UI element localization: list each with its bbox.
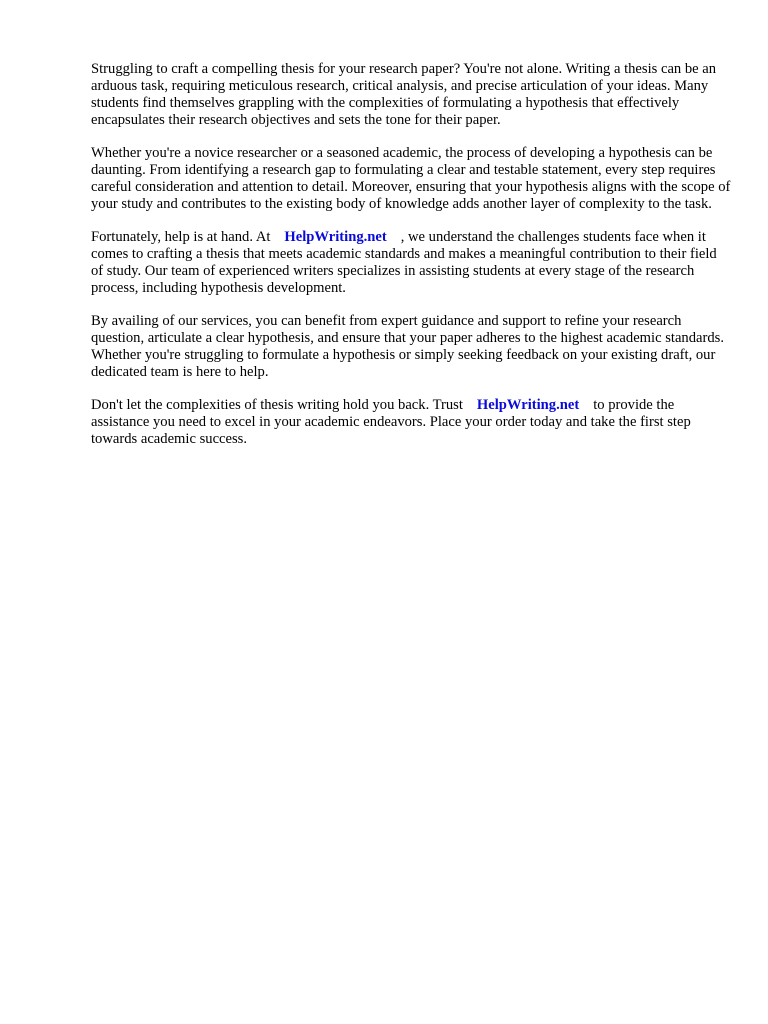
paragraph-help-offer-lead: Fortunately, help is at hand. At — [91, 229, 271, 245]
helpwriting-link[interactable]: HelpWriting.net — [476, 397, 580, 413]
paragraph-call-to-action — [91, 397, 731, 448]
paragraph-cta-lead: Don't let the complexities of thesis writing hold you back. Trust — [91, 397, 463, 413]
paragraph-help-offer — [91, 229, 731, 297]
paragraph-help-offer-rest: , we understand the challenges students face when it comes to crafting a thesis that meets academic standards and makes a meaningful contribution to their field of study. Our team of experienced writers specializes in assisting students at every stage of the research process, including hypothesis development. — [91, 229, 717, 296]
paragraph-cta-rest: to provide the assistance you need to excel in your academic endeavors. Place your order today and take the first step towards academic success. — [91, 397, 691, 447]
helpwriting-link[interactable]: HelpWriting.net — [284, 229, 387, 245]
paragraph-intro: Struggling to craft a compelling thesis for your research paper? You're not alone. Writing a thesis can be an arduous task, requiring meticulous research, critical analysis, and precise articulation of your ideas. Many students find themselves grappling with the complexities of formulating a hypothesis that effectively encapsulates their research objectives and sets the tone for their paper. — [91, 61, 717, 128]
document-body — [91, 61, 731, 464]
paragraph-hypothesis-process: Whether you're a novice researcher or a seasoned academic, the process of developing a hypothesis can be daunting. From identifying a research gap to formulating a clear and testable statement, every step requires careful consideration and attention to detail. Moreover, ensuring that your hypothesis aligns with the scope of your study and contributes to the existing body of knowledge adds another layer of complexity to the task. — [91, 145, 731, 212]
paragraph-services: By availing of our services, you can benefit from expert guidance and support to refine your research question, articulate a clear hypothesis, and ensure that your paper adheres to the highest academic standards. Whether you're struggling to formulate a hypothesis or simply seeking feedback on your existing draft, our dedicated team is here to help. — [91, 313, 724, 380]
